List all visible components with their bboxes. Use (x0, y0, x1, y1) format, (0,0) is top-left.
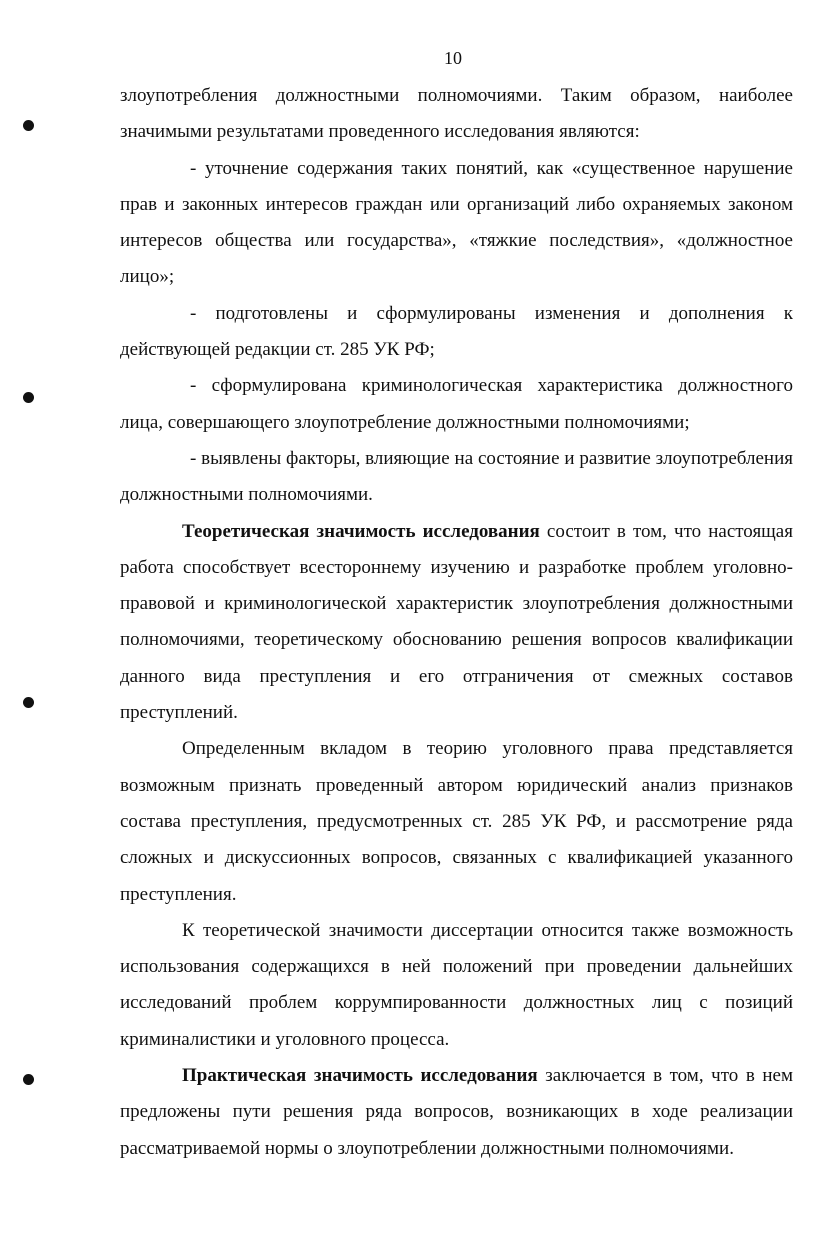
paragraph-practical-significance (120, 1058, 793, 1167)
theoretical-significance-text: состоит в том, что настоящая работа способствует всестороннему изучению и разработке проблем уголовно-правовой и криминологической характеристик злоупотребления должностными полномочиями, теоретическому обоснованию решения вопросов квалификации данного вида преступления и его отграничения от смежных составов преступлений. (120, 520, 793, 724)
bullet-item: - подготовлены и сформулированы изменения и дополнения к действующей редакции ст. 285 УК РФ; (120, 302, 793, 361)
bullet-item: - уточнение содержания таких понятий, как «существенное нарушение прав и законных интересов граждан или организаций либо охраняемых законом интересов общества или государства», «тяжкие последствия», «должностное лицо»; (120, 157, 793, 288)
binder-hole-mark (23, 120, 34, 131)
heading-theoretical-significance: Теоретическая значимость исследования (182, 520, 540, 542)
paragraph-contribution: Определенным вкладом в теорию уголовного права представляется возможным признать проведенный автором юридический анализ признаков состава преступления, предусмотренных ст. 285 УК РФ, и рассмотрение ряда сложных и дискуссионных вопросов, связанных с квалификацией указанного преступления. (120, 738, 793, 905)
binder-hole-mark (23, 392, 34, 403)
page-number: 10 (444, 48, 462, 68)
paragraph-results-intro: злоупотребления должностными полномочиями. Таким образом, наиболее значимыми результатами проведенного исследования являются: (120, 85, 793, 143)
bullet-item: - сформулирована криминологическая характеристика должностного лица, совершающего злоупотребление должностными полномочиями; (120, 375, 793, 433)
heading-practical-significance: Практическая значимость исследования (182, 1065, 538, 1087)
practical-significance-text: заключается в том, что в нем предложены пути решения ряда вопросов, возникающих в ходе реализации рассматриваемой нормы о злоупотреблении должностными полномочиями. (120, 1065, 793, 1159)
paragraph-theoretical-significance (120, 514, 793, 732)
binder-hole-mark (23, 1074, 34, 1085)
binder-hole-mark (23, 697, 34, 708)
document-body (120, 78, 793, 1167)
bullet-item: - выявлены факторы, влияющие на состояние и развитие злоупотребления должностными полномочиями. (120, 447, 793, 506)
paragraph-theoretical-significance-2: К теоретической значимости диссертации относится также возможность использования содержащихся в ней положений при проведении дальнейших исследований проблем коррумпированности должностных лиц с позиций криминалистики и уголовного процесса. (120, 919, 793, 1050)
